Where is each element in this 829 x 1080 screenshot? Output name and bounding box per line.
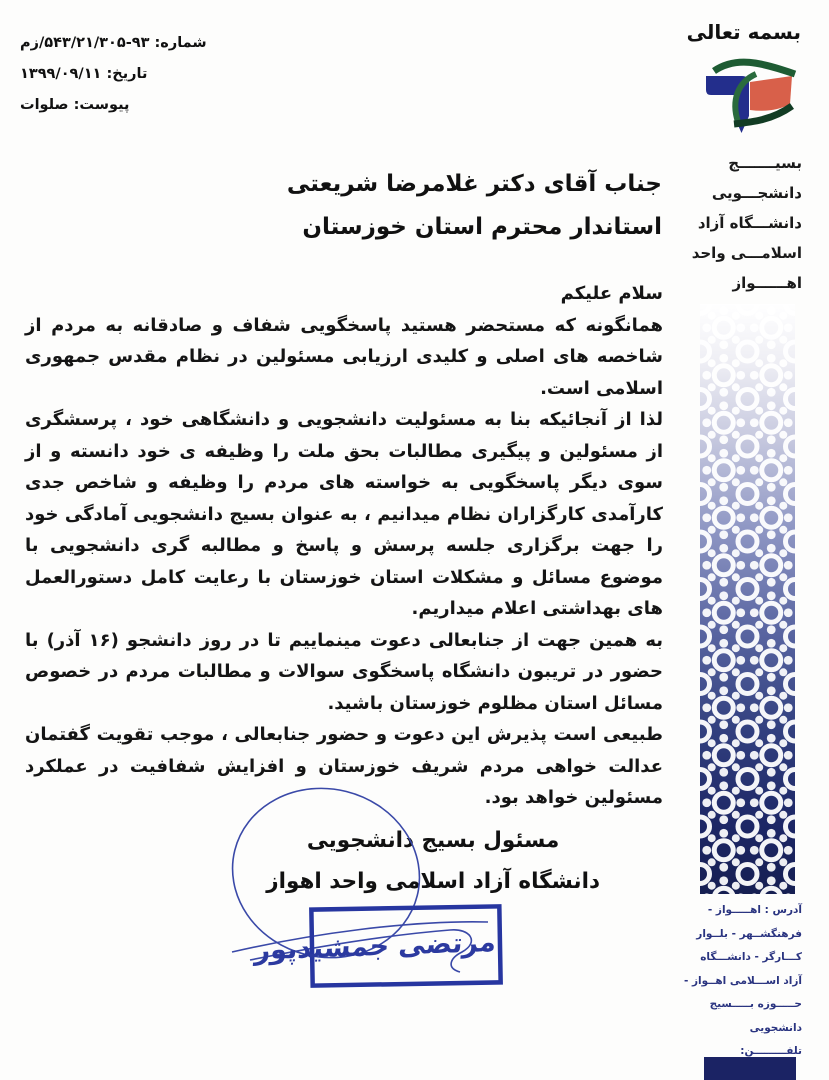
- recipient-title: استاندار محترم استان خوزستان: [302, 214, 662, 240]
- body-paragraph: به همین جهت از جنابعالی دعوت مینماییم تا در روز دانشجو (۱۶ آذر) با حضور در تریبون دانشگاه پاسخگوی سوالات و مطالبات مردم در خصوص مسائل استان مظلوم خوزستان باشید.: [25, 629, 663, 714]
- org-name-line: بسیـــــــج: [728, 154, 802, 172]
- signer-title: مسئول بسیج دانشجویی: [306, 828, 560, 853]
- signature-block: [266, 820, 600, 902]
- letter-meta: [20, 28, 245, 121]
- phone-label: تلفـــــــــن:: [740, 1045, 802, 1057]
- letter-body: [25, 278, 663, 814]
- body-paragraph: همانگونه که مستحضر هستید پاسخگویی شفاف و صادقانه به مردم از شاخصه های اصلی و کلیدی ارزیابی مسئولین در نظام مقدس جمهوری اسلامی است.: [25, 314, 663, 399]
- org-name-line: دانشجـــویی: [711, 184, 802, 202]
- body-paragraph: طبیعی است پذیرش این دعوت و حضور جنابعالی ، موجب تقویت گفتمان عدالت خواهی مردم شریف خوزستان و افزایش شفافیت در عملکرد مسئولین خواهد بود.: [25, 724, 663, 808]
- org-name-line: دانشـــگاه آزاد: [697, 214, 802, 232]
- letter-date-value: ۱۳۹۹/۰۹/۱۱: [20, 66, 102, 82]
- address-line: آزاد اســـلامی اهــواز -: [683, 974, 802, 987]
- org-name-line: اسلامـــی واحد: [691, 244, 802, 262]
- letter-attachment-value: صلوات: [20, 97, 69, 113]
- besmele-text: بسمه تعالی: [686, 20, 801, 44]
- footer-address: [683, 899, 802, 1080]
- body-paragraph: لذا از آنجائیکه بنا به مسئولیت دانشجویی و دانشگاهی خود ، پرسشگری از مسئولین و پیگیری مطالبات بحق ملت را وظیفه ی خود دانسته و از سوی دیگر پاسخگویی به خواسته های مردم را وظیفه و شاخص جدی کارآمدی کارگزاران نظام میدانیم ، به عنوان بسیج دانشجویی آمادگی خود را جهت برگزاری جلسه پرسش و پاسخ و مطالبه گری دانشجویی با موضوع مسائل و مشکلات استان خوزستان با رعایت کامل دستورالعمل های بهداشتی اعلام میداریم.: [25, 409, 663, 619]
- letter-number: [20, 28, 245, 59]
- letter-attachment-label: پیوست:: [73, 97, 130, 113]
- letter-date: [20, 59, 245, 90]
- letter-attachment: [20, 90, 245, 121]
- basij-student-logo-icon: [698, 54, 800, 142]
- org-name-line: اهــــــواز: [732, 274, 802, 292]
- address-line: آدرس : اهـــــواز -: [707, 904, 802, 916]
- handwritten-signature: مرتضی جمشیدپور: [253, 926, 498, 967]
- address-line: فرهنگشــهر - بلــوار: [696, 927, 802, 940]
- address-line: حـــــوزه بـــــسیج: [709, 998, 802, 1010]
- signer-org: دانشگاه آزاد اسلامی واحد اهواز: [266, 869, 600, 894]
- recipient-name: جناب آقای دکتر غلامرضا شریعتی: [286, 171, 662, 197]
- decorative-pattern: [700, 304, 795, 894]
- footer-color-bar: [704, 1057, 796, 1080]
- org-name-block: [688, 148, 802, 298]
- letter-number-label: شماره:: [154, 35, 207, 51]
- salutation: سلام علیکم: [560, 283, 663, 304]
- letter-date-label: تاریخ:: [106, 66, 148, 82]
- address-line: کـــارگر - دانشـــگاه: [700, 951, 802, 963]
- address-line: دانشجویی: [749, 1021, 802, 1034]
- letter-number-value: ۹۳-۵۴۳/۲۱/۳۰۵/زم: [20, 35, 150, 51]
- recipient-block: [287, 163, 662, 249]
